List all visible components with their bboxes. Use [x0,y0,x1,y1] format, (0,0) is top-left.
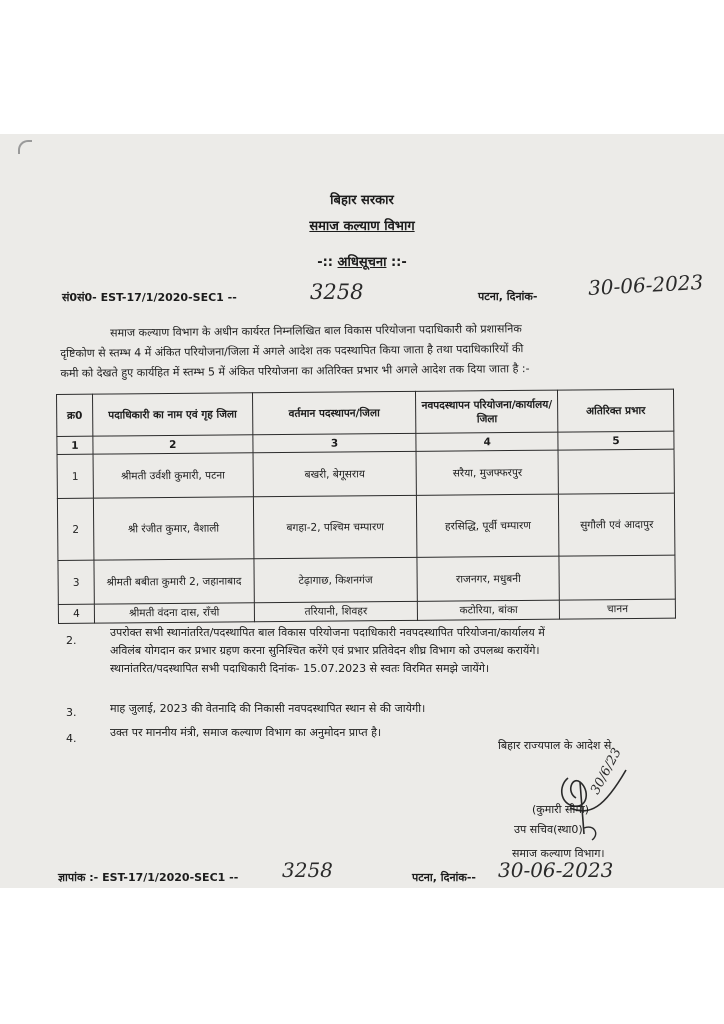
cell-officer: श्री रंजीत कुमार, वैशाली [93,497,253,560]
point-line: उक्त पर माननीय मंत्री, समाज कल्याण विभाग का अनुमोदन प्राप्त है। [110,726,382,739]
memo-number: 3258 [282,858,333,882]
point-number: 3. [66,706,77,719]
signatory-name: (कुमारी सीमा) [532,803,590,816]
column-number: 1 [57,436,93,454]
intro-line: समाज कल्याण विभाग के अधीन कार्यरत निम्नलिखित बाल विकास परियोजना पदाधिकारी को प्रशासनिक [110,322,522,340]
cell-additional-charge: सुगौली एवं आदापुर [559,493,675,556]
cell-serial: 2 [57,498,94,560]
column-number: 3 [253,433,417,452]
cell-officer: श्रीमती उर्वशी कुमारी, पटना [93,453,253,498]
memo-date: 30-06-2023 [498,858,614,882]
column-number: 5 [558,431,674,450]
point-number: 4. [66,732,77,745]
intro-line: दृष्टिकोण से स्तम्भ 4 में अंकित परियोजना/जिला में अगले आदेश तक पदस्थापित किया जाता है तथा पदाधिकारियों की [60,342,524,360]
signature-handwritten-date: 30/6/23 [588,745,625,798]
cell-new-posting: राजनगर, मधुबनी [417,556,559,601]
point-line: अविलंब योगदान कर प्रभार ग्रहण करना सुनिश्चित करेंगे एवं प्रभार प्रतिवेदन शीघ्र विभाग को उपलब्ध करायेंगे। [110,644,540,657]
cell-new-posting: हरसिद्धि, पूर्वी चम्पारण [417,494,559,557]
notice-word: अधिसूचना [337,255,387,270]
corner-mark [18,140,32,154]
intro-paragraph [60,317,691,384]
reference-place-date-label: पटना, दिनांक- [478,290,538,303]
cell-additional-charge [559,555,675,600]
header-current-posting: वर्तमान पदस्थापन/जिला [252,391,416,434]
column-number: 4 [416,432,558,451]
signatory-department: समाज कल्याण विभाग। [512,847,605,860]
reference-number: 3258 [310,280,364,304]
memo-label: ज्ञापांक :- EST-17/1/2020-SEC1 -- [58,871,239,884]
cell-current-posting: बखरी, बेगूसराय [253,451,417,496]
cell-serial: 4 [58,604,94,623]
notice-suffix: ::- [390,255,407,270]
header-officer: पदाधिकारी का नाम एवं गृह जिला [92,393,252,436]
point-line: माह जुलाई, 2023 की वेतनादि की निकासी नवपदस्थापित स्थान से की जायेगी। [110,702,426,715]
cell-officer: श्रीमती बबीता कुमारी 2, जहानाबाद [94,559,254,604]
cell-current-posting: बगहा-2, पश्चिम चम्पारण [253,495,417,558]
header-new-posting: नवपदस्थापन परियोजना/कार्यालय/जिला [416,390,558,433]
department-title: समाज कल्याण विभाग [309,219,415,234]
point-number: 2. [66,634,77,647]
reference-date: 30-06-2023 [587,269,704,301]
notice-prefix: -:: [317,255,333,270]
header-additional-charge: अतिरिक्त प्रभार [558,389,674,432]
cell-current-posting: टेढ़ागाछ, किशनगंज [254,557,418,602]
government-title: बिहार सरकार [330,193,394,208]
posting-table [56,389,676,624]
point-text [110,624,684,678]
table-row [57,493,675,560]
memo-place-date-label: पटना, दिनांक-- [412,871,476,884]
point-text [110,700,684,718]
cell-additional-charge [558,449,674,494]
reference-label: सं0सं0- EST-17/1/2020-SEC1 -- [62,291,237,304]
table-row [57,449,674,498]
table-header-row [57,389,674,436]
header-serial: क्र0 [57,394,93,436]
signatory-designation: उप सचिव(स्था0) [514,823,583,836]
table-row [58,555,675,604]
point-line: स्थानांतरित/पदस्थापित सभी पदाधिकारी दिनांक- 15.07.2023 से स्वतः विरमित समझे जायेंगे। [110,662,490,675]
cell-current-posting: तरियानी, शिवहर [254,601,418,621]
cell-new-posting: कटोरिया, बांका [418,600,560,620]
cell-new-posting: सरैया, मुजफ्फरपुर [416,450,558,495]
cell-serial: 1 [57,454,93,498]
intro-line: कमी को देखते हुए कार्यहित में स्तम्भ 5 में अंकित परियोजना का अतिरिक्त प्रभार भी अगले आदेश तक दिया जाता है :- [60,362,530,380]
point-line: उपरोक्त सभी स्थानांतरित/पदस्थापित बाल विकास परियोजना पदाधिकारी नवपदस्थापित परियोजना/कार्यालय में [110,626,545,639]
notice-title [0,252,724,270]
cell-serial: 3 [58,560,94,604]
column-number: 2 [93,435,253,454]
cell-officer: श्रीमती वंदना दास, राँची [94,603,254,623]
cell-additional-charge: चानन [559,599,675,619]
order-line: बिहार राज्यपाल के आदेश से [498,739,612,752]
